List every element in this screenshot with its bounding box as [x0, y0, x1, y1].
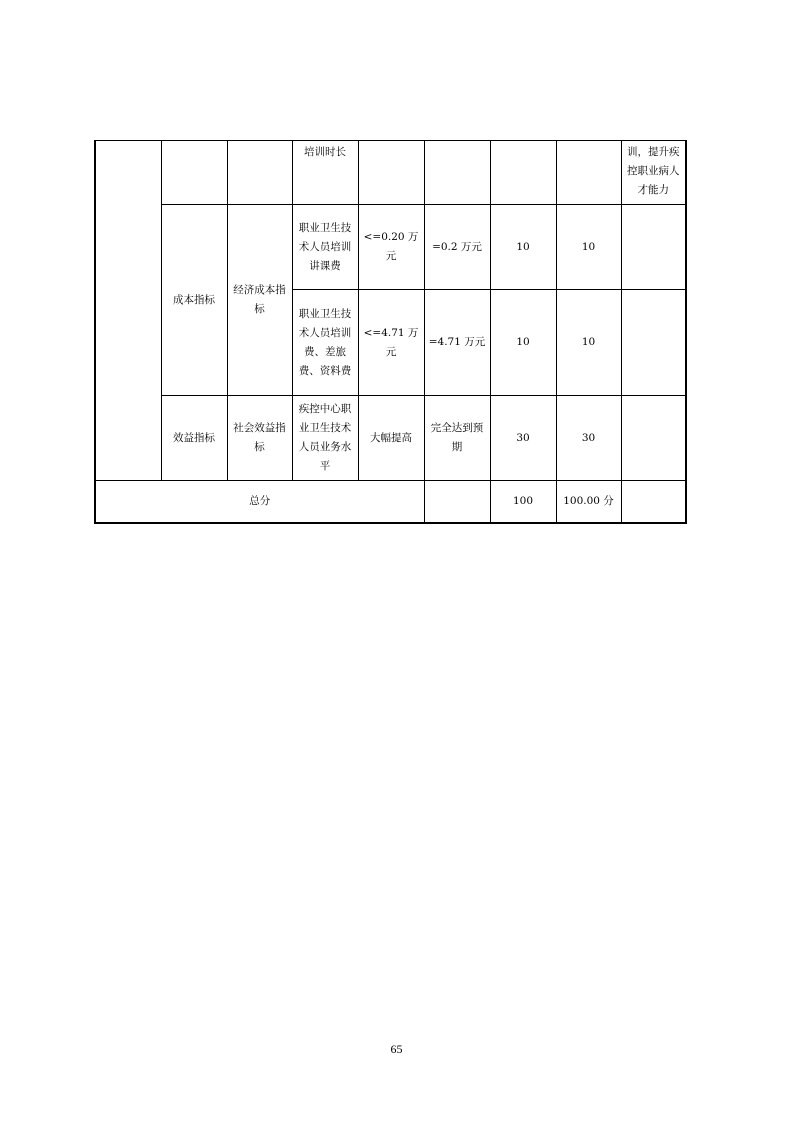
table-cell	[621, 481, 686, 523]
table-cell	[556, 141, 621, 205]
table-cell: 职业卫生技术人员培训讲课费	[292, 205, 358, 290]
table-row	[95, 396, 686, 481]
table-cell: 10	[490, 205, 556, 290]
table-cell: 职业卫生技术人员培训费、差旅费、资料费	[292, 290, 358, 396]
table-row	[95, 141, 686, 205]
table-cell: 完全达到预期	[424, 396, 490, 481]
table-cell: 疾控中心职业卫生技术人员业务水平	[292, 396, 358, 481]
table-cell	[161, 141, 227, 205]
table-cell: 社会效益指标	[227, 396, 292, 481]
performance-table	[94, 140, 687, 524]
table-cell: 10	[556, 290, 621, 396]
table-cell: 10	[556, 205, 621, 290]
total-score: 100.00 分	[556, 481, 621, 523]
table-cell	[424, 481, 490, 523]
table-cell: =4.71 万元	[424, 290, 490, 396]
table-cell: 大幅提高	[358, 396, 424, 481]
table-cell	[95, 141, 161, 481]
table-cell	[358, 141, 424, 205]
table-cell: 30	[556, 396, 621, 481]
table-cell: <=0.20 万元	[358, 205, 424, 290]
table-cell: =0.2 万元	[424, 205, 490, 290]
table-cell	[424, 141, 490, 205]
table-cell	[621, 205, 686, 290]
table-cell: 成本指标	[161, 205, 227, 396]
table-cell: 10	[490, 290, 556, 396]
table-cell: 经济成本指标	[227, 205, 292, 396]
table-cell: 效益指标	[161, 396, 227, 481]
table-cell: 培训时长	[292, 141, 358, 205]
table-row	[95, 481, 686, 523]
table-cell	[227, 141, 292, 205]
page-number: 65	[390, 1042, 403, 1056]
total-weight: 100	[490, 481, 556, 523]
table-cell: 30	[490, 396, 556, 481]
table-cell	[490, 141, 556, 205]
table-row	[95, 205, 686, 290]
table-cell: 训，提升疾控职业病人才能力	[621, 141, 686, 205]
table-cell	[621, 290, 686, 396]
table-cell	[621, 396, 686, 481]
total-label: 总分	[95, 481, 424, 523]
table-cell: <=4.71 万元	[358, 290, 424, 396]
